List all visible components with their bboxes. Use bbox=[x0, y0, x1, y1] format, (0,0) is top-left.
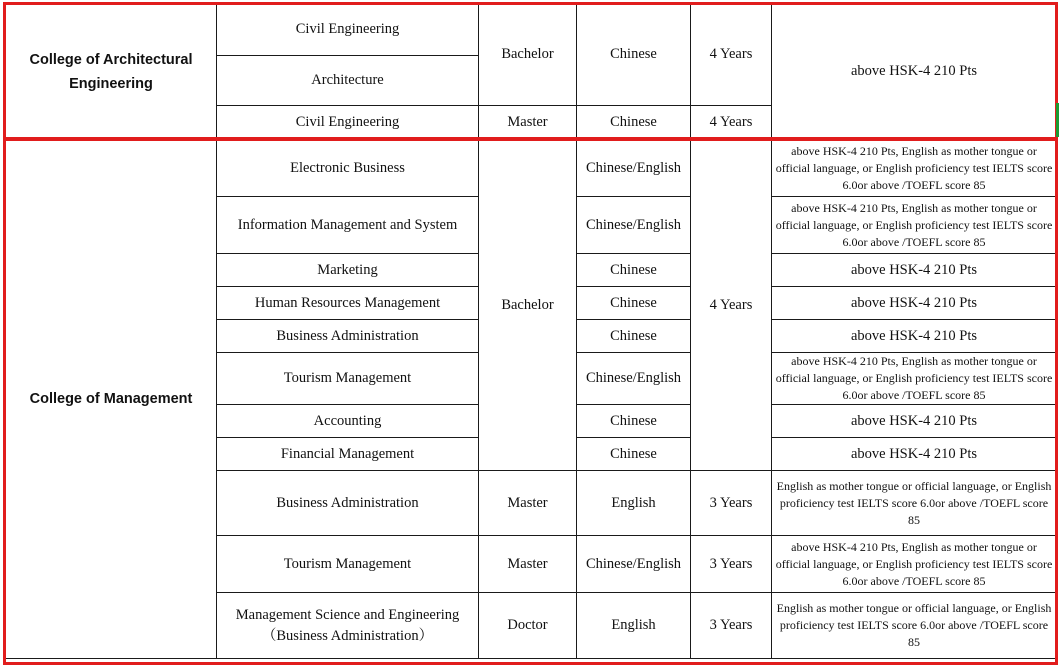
requirement-cell[interactable]: above HSK-4 210 Pts bbox=[772, 438, 1057, 471]
requirement-cell[interactable]: English as mother tongue or official language, or English proficiency test IELTS score 6.0or above /TOEFL score 85 bbox=[772, 471, 1057, 536]
major-cell[interactable]: Financial Management bbox=[217, 438, 479, 471]
major-cell[interactable]: Business Administration bbox=[217, 471, 479, 536]
degree-cell[interactable]: Bachelor bbox=[479, 4, 577, 106]
requirement-cell[interactable]: above HSK-4 210 Pts bbox=[772, 254, 1057, 287]
language-cell[interactable]: Chinese/English bbox=[577, 536, 691, 593]
duration-cell[interactable]: 4 Years bbox=[691, 140, 772, 471]
language-cell[interactable]: English bbox=[577, 593, 691, 659]
duration-cell[interactable]: 4 Years bbox=[691, 4, 772, 106]
major-cell[interactable]: Tourism Management bbox=[217, 353, 479, 405]
major-cell[interactable]: Civil Engineering bbox=[217, 4, 479, 56]
selection-edge-marker bbox=[1056, 103, 1059, 137]
college-name-cell[interactable]: College of Management bbox=[6, 140, 217, 659]
degree-cell[interactable]: Doctor bbox=[479, 593, 577, 659]
major-cell[interactable]: Accounting bbox=[217, 405, 479, 438]
degree-cell[interactable]: Master bbox=[479, 536, 577, 593]
language-cell[interactable]: Chinese bbox=[577, 405, 691, 438]
duration-cell[interactable]: 3 Years bbox=[691, 536, 772, 593]
programs-table bbox=[5, 3, 1057, 659]
major-cell[interactable]: Tourism Management bbox=[217, 536, 479, 593]
major-cell[interactable]: Business Administration bbox=[217, 320, 479, 353]
language-cell[interactable]: English bbox=[577, 471, 691, 536]
language-cell[interactable]: Chinese bbox=[577, 320, 691, 353]
language-cell[interactable]: Chinese/English bbox=[577, 140, 691, 197]
degree-cell[interactable]: Bachelor bbox=[479, 140, 577, 471]
requirement-cell[interactable]: above HSK-4 210 Pts, English as mother tongue or official language, or English proficiency test IELTS score 6.0or above /TOEFL score 85 bbox=[772, 197, 1057, 254]
language-cell[interactable]: Chinese/English bbox=[577, 197, 691, 254]
major-cell[interactable]: Marketing bbox=[217, 254, 479, 287]
language-cell[interactable]: Chinese bbox=[577, 106, 691, 140]
duration-cell[interactable]: 3 Years bbox=[691, 471, 772, 536]
requirement-cell[interactable]: above HSK-4 210 Pts bbox=[772, 405, 1057, 438]
requirement-cell[interactable]: above HSK-4 210 Pts, English as mother tongue or official language, or English proficiency test IELTS score 6.0or above /TOEFL score 85 bbox=[772, 353, 1057, 405]
language-cell[interactable]: Chinese bbox=[577, 4, 691, 106]
major-cell[interactable]: Management Science and Engineering（Business Administration） bbox=[217, 593, 479, 659]
major-cell[interactable]: Electronic Business bbox=[217, 140, 479, 197]
table-row bbox=[6, 140, 1057, 197]
requirement-cell[interactable]: above HSK-4 210 Pts bbox=[772, 4, 1057, 140]
college-name-cell[interactable]: College of Architectural Engineering bbox=[6, 4, 217, 140]
language-cell[interactable]: Chinese/English bbox=[577, 353, 691, 405]
requirement-cell[interactable]: above HSK-4 210 Pts bbox=[772, 320, 1057, 353]
duration-cell[interactable]: 3 Years bbox=[691, 593, 772, 659]
language-cell[interactable]: Chinese bbox=[577, 438, 691, 471]
major-cell[interactable]: Human Resources Management bbox=[217, 287, 479, 320]
requirement-cell[interactable]: above HSK-4 210 Pts, English as mother tongue or official language, or English proficiency test IELTS score 6.0or above /TOEFL score 85 bbox=[772, 536, 1057, 593]
language-cell[interactable]: Chinese bbox=[577, 287, 691, 320]
requirement-cell[interactable]: English as mother tongue or official language, or English proficiency test IELTS score 6.0or above /TOEFL score 85 bbox=[772, 593, 1057, 659]
major-cell[interactable]: Architecture bbox=[217, 56, 479, 106]
table-row bbox=[6, 4, 1057, 56]
major-cell[interactable]: Information Management and System bbox=[217, 197, 479, 254]
degree-cell[interactable]: Master bbox=[479, 106, 577, 140]
duration-cell[interactable]: 4 Years bbox=[691, 106, 772, 140]
major-cell[interactable]: Civil Engineering bbox=[217, 106, 479, 140]
requirement-cell[interactable]: above HSK-4 210 Pts bbox=[772, 287, 1057, 320]
degree-cell[interactable]: Master bbox=[479, 471, 577, 536]
requirement-cell[interactable]: above HSK-4 210 Pts, English as mother tongue or official language, or English proficiency test IELTS score 6.0or above /TOEFL score 85 bbox=[772, 140, 1057, 197]
language-cell[interactable]: Chinese bbox=[577, 254, 691, 287]
